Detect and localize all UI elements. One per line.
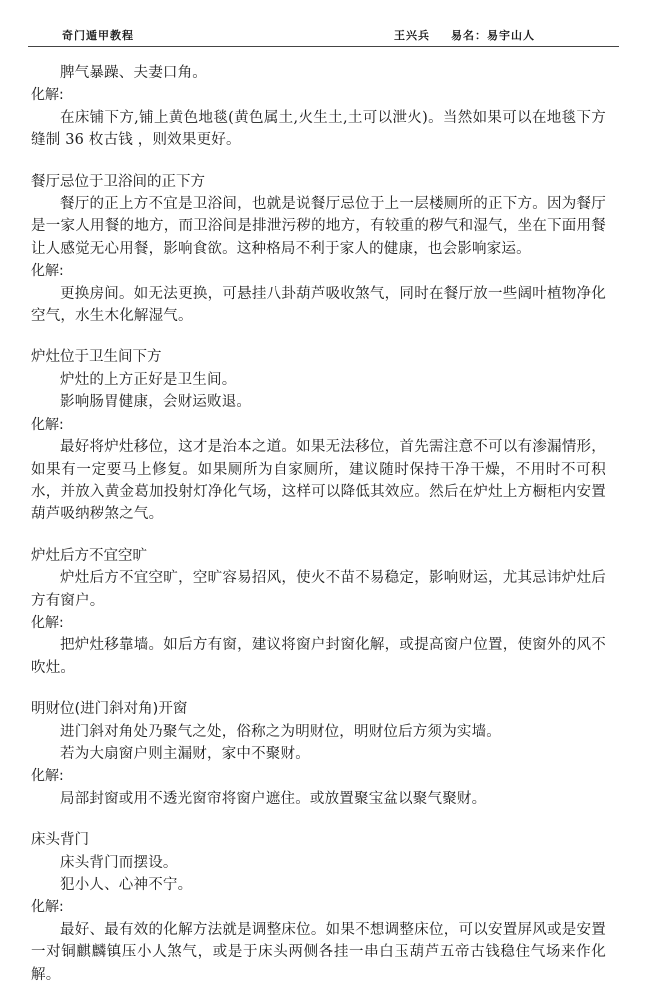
remedy-paragraph: 最好将炉灶移位，这才是治本之道。如果无法移位，首先需注意不可以有渗漏情形，如果有一定要马上修复。如果厕所为自家厕所，建议随时保持干净干燥，不用时不可积水，并放入黄金葛加投射灯净化气场，这样可以降低其效应。然后在炉灶上方橱柜内安置葫芦吸纳秽煞之气。 (31, 439, 606, 523)
section-heading: 餐厅忌位于卫浴间的正下方 (31, 173, 205, 190)
remedy-paragraph: 在床铺下方,铺上黄色地毯(黄色属土,火生土,土可以泄火)。当然如果可以在地毯下方缝制 36 枚古钱 ，则效果更好。 (31, 109, 606, 149)
remedy-label: 化解: (31, 899, 64, 916)
section-heading: 炉灶后方不宜空旷 (31, 547, 147, 564)
paragraph: 若为大扇窗户则主漏财，家中不聚财。 (60, 745, 310, 762)
paragraph: 脾气暴躁、夫妻口角。 (60, 65, 207, 81)
running-header (28, 24, 619, 47)
paragraph: 床头背门而摆设。 (60, 854, 178, 871)
paragraph: 炉灶后方不宜空旷，空旷容易招风，使火不苗不易稳定，影响财运，尤其忌讳炉灶后方有窗户。 (31, 570, 606, 609)
paragraph: 餐厅的正上方不宜是卫浴间，也就是说餐厅忌位于上一层楼厕所的正下方。因为餐厅是一家人用餐的地方，而卫浴间是排泄污秽的地方，有较重的秽气和湿气，坐在下面用餐让人感觉无心用餐，影响食欲。这种格局不利于家人的健康，也会影响家运。 (31, 196, 606, 257)
paragraph: 影响肠胃健康，会财运败退。 (60, 394, 252, 411)
remedy-paragraph: 最好、最有效的化解方法就是调整床位。如果不想调整床位，可以安置屏风或是安置一对铜麒麟镇压小人煞气，或是于床头两侧各挂一串白玉葫芦五帝古钱稳住气场来作化解。 (31, 921, 606, 983)
section-dining-under-bathroom (31, 171, 606, 328)
section-bedhead-facing-door (31, 829, 606, 986)
paragraph: 犯小人、心神不宁。 (60, 877, 193, 893)
remedy-label: 化解: (31, 87, 64, 104)
paragraph: 进门斜对角处乃聚气之处，俗称之为明财位，明财位后方须为实墙。 (60, 723, 501, 740)
remedy-label: 化解: (31, 263, 64, 280)
section-stove-back-open (31, 545, 606, 679)
section-stove-under-bathroom (31, 346, 606, 525)
paragraph: 炉灶的上方正好是卫生间。 (60, 371, 237, 388)
page-body (31, 62, 606, 986)
remedy-label: 化解: (31, 768, 64, 785)
remedy-label: 化解: (31, 416, 64, 433)
section-heading: 炉灶位于卫生间下方 (31, 349, 162, 366)
section-wealth-corner-window (31, 698, 606, 810)
remedy-paragraph: 把炉灶移靠墙。如后方有窗，建议将窗户封窗化解，或提高窗户位置，使窗外的风不吹灶。 (31, 637, 606, 676)
remedy-paragraph: 局部封窗或用不透光窗帘将窗户遮住。或放置聚宝盆以聚气聚财。 (60, 790, 487, 807)
author-alias: 易名：易宇山人 (451, 29, 535, 42)
section-continuation (31, 62, 606, 152)
book-title: 奇门遁甲教程 (62, 29, 134, 42)
section-heading: 明财位(进门斜对角)开窗 (31, 701, 188, 718)
author-name: 王兴兵 (394, 29, 430, 42)
section-heading: 床头背门 (31, 832, 89, 849)
remedy-paragraph: 更换房间。如无法更换，可悬挂八卦葫芦吸收煞气，同时在餐厅放一些阔叶植物净化空气，水生木化解湿气。 (31, 285, 606, 325)
remedy-label: 化解: (31, 614, 64, 631)
